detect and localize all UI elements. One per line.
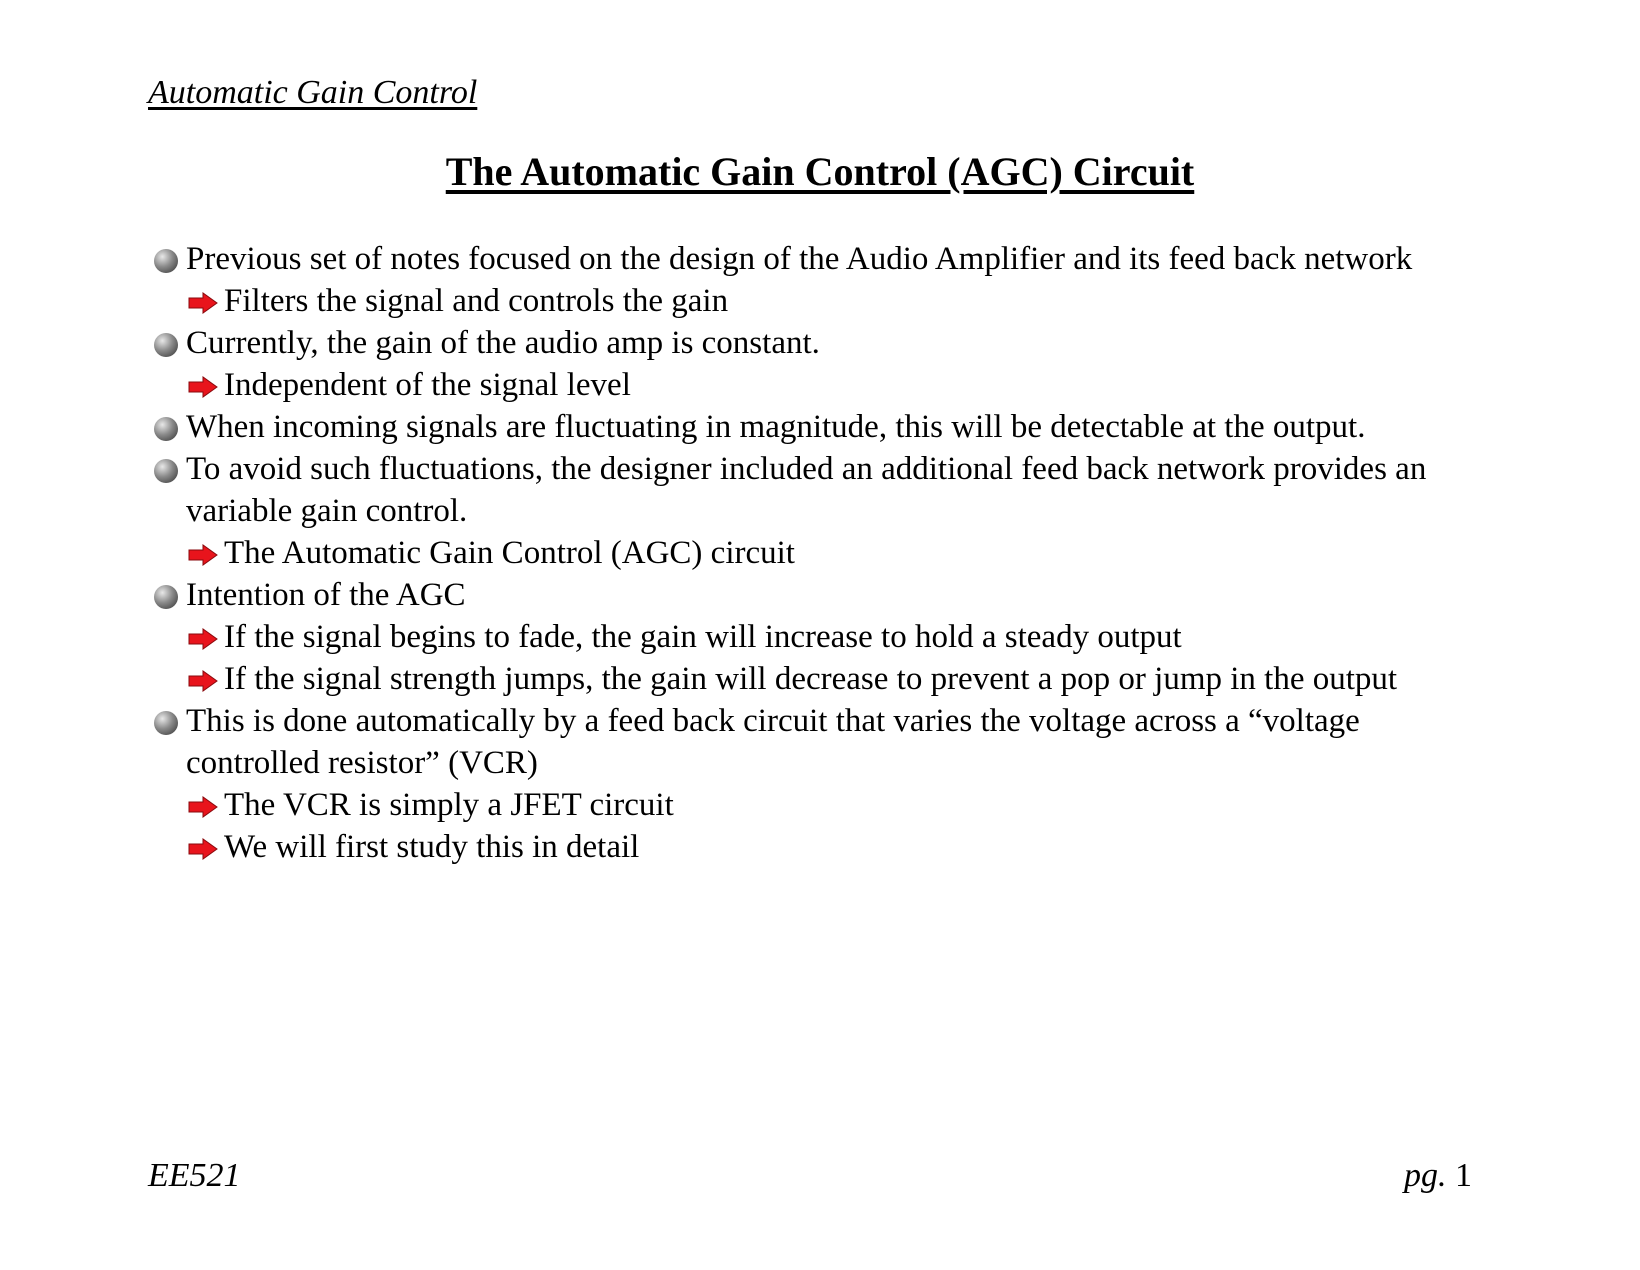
bullet-text: This is done automatically by a feed back circuit that varies the voltage across a “voltage controlled resistor” (VCR) bbox=[186, 703, 1360, 781]
header-title: Automatic Gain Control bbox=[148, 74, 478, 111]
footer-page bbox=[1404, 1157, 1472, 1195]
sub-bullet-text: Filters the signal and controls the gain bbox=[224, 283, 729, 319]
sub-bullet-text: We will first study this in detail bbox=[224, 829, 640, 865]
gray-ball-icon bbox=[154, 459, 178, 483]
bullet-text: Currently, the gain of the audio amp is constant. bbox=[186, 325, 820, 361]
bullet-text: When incoming signals are fluctuating in magnitude, this will be detectable at the output. bbox=[186, 409, 1366, 445]
bullet-item bbox=[152, 574, 1472, 616]
sub-bullet-text: The VCR is simply a JFET circuit bbox=[224, 787, 674, 823]
sub-bullet-item bbox=[152, 532, 1472, 574]
bullet-item bbox=[152, 700, 1472, 784]
bullet-text: Previous set of notes focused on the design of the Audio Amplifier and its feed back network bbox=[186, 241, 1413, 277]
bullet-list bbox=[152, 238, 1472, 868]
sub-bullet-item bbox=[152, 280, 1472, 322]
bullet-item bbox=[152, 322, 1472, 364]
sub-bullet-text: If the signal strength jumps, the gain will decrease to prevent a pop or jump in the output bbox=[224, 661, 1398, 697]
gray-ball-icon bbox=[154, 417, 178, 441]
page-title: The Automatic Gain Control (AGC) Circuit bbox=[445, 149, 1195, 194]
sub-bullet-text: Independent of the signal level bbox=[224, 367, 631, 403]
page-label: pg. bbox=[1404, 1157, 1447, 1194]
page-number: 1 bbox=[1455, 1157, 1472, 1194]
sub-bullet-item bbox=[152, 658, 1472, 700]
sub-bullet-item bbox=[152, 784, 1472, 826]
red-arrow-icon bbox=[188, 628, 218, 650]
bullet-item bbox=[152, 448, 1472, 532]
gray-ball-icon bbox=[154, 249, 178, 273]
gray-ball-icon bbox=[154, 711, 178, 735]
gray-ball-icon bbox=[154, 585, 178, 609]
sub-bullet-text: The Automatic Gain Control (AGC) circuit bbox=[224, 535, 795, 571]
red-arrow-icon bbox=[188, 376, 218, 398]
sub-bullet-text: If the signal begins to fade, the gain will increase to hold a steady output bbox=[224, 619, 1182, 655]
red-arrow-icon bbox=[188, 796, 218, 818]
red-arrow-icon bbox=[188, 292, 218, 314]
sub-bullet-item bbox=[152, 616, 1472, 658]
red-arrow-icon bbox=[188, 670, 218, 692]
sub-bullet-item bbox=[152, 364, 1472, 406]
sub-bullet-item bbox=[152, 826, 1472, 868]
bullet-text: To avoid such fluctuations, the designer included an additional feed back network provides an variable gain control. bbox=[186, 451, 1427, 529]
red-arrow-icon bbox=[188, 544, 218, 566]
footer-course: EE521 bbox=[148, 1157, 241, 1194]
red-arrow-icon bbox=[188, 838, 218, 860]
bullet-item bbox=[152, 406, 1472, 448]
bullet-item bbox=[152, 238, 1472, 280]
gray-ball-icon bbox=[154, 333, 178, 357]
bullet-text: Intention of the AGC bbox=[186, 577, 466, 613]
